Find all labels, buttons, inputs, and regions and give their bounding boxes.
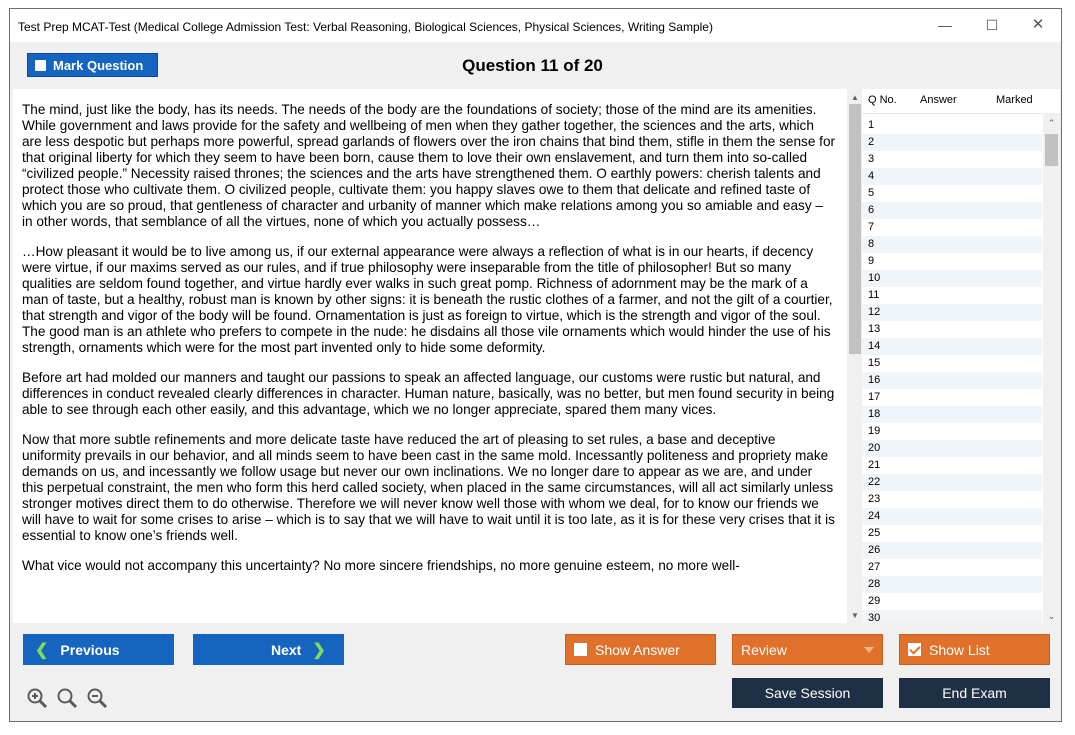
passage-paragraph: …How pleasant it would be to live among us, if our external appearance were always a reflection of what is in our hearts, if decency were virtue, if our maxims served as our rules, and if true philosophy were inseparable from the title of philosopher! But so many qualities are seldom found together, and virtue hardly ever walks in such great pomp. Richness of adornment may be the mark of a man of taste, but a healthy, robust man is known by other signs: it is beneath the rustic clothes of a farmer, and not the gilt of a courtier, that strength and vigor of the body will be found. Ornamentation is just as foreign to virtue, which is the strength and vigor of the soul. The good man is an athlete who prefers to compete in the nude: he disdains all those vile ornaments which would hinder the use of his strength, ornaments which were for the most part invented only to hide some deformity. — [22, 244, 833, 355]
save-session-button[interactable]: Save Session — [732, 678, 883, 708]
question-list-row[interactable]: 12 — [862, 304, 1042, 321]
question-list-row[interactable]: 17 — [868, 391, 881, 403]
question-list-row[interactable]: 25 — [868, 527, 881, 539]
mark-checkbox-icon — [35, 60, 46, 71]
title-bar — [10, 9, 1061, 42]
previous-button[interactable] — [23, 634, 174, 665]
show-list-button[interactable] — [899, 634, 1050, 665]
show-answer-checkbox-icon — [574, 643, 587, 656]
question-list-row[interactable]: 19 — [868, 425, 881, 437]
zoom-out-icon[interactable] — [86, 687, 108, 709]
scroll-up-icon[interactable]: ▲ — [851, 93, 859, 102]
list-scroll-down-icon[interactable]: ⌄ — [1047, 611, 1056, 621]
question-list-row[interactable]: 23 — [868, 493, 881, 505]
chevron-right-icon: ❯ — [312, 641, 326, 659]
review-label: Review — [741, 641, 787, 658]
question-list-row[interactable]: 2 — [862, 134, 1042, 151]
question-list-row[interactable]: 26 — [862, 542, 1042, 559]
header-qno: Q No. — [868, 94, 897, 106]
passage-panel — [13, 89, 861, 623]
review-dropdown[interactable] — [732, 634, 883, 665]
close-button[interactable]: ✕ — [1031, 16, 1045, 33]
chevron-left-icon: ❮ — [35, 641, 49, 659]
question-list-row[interactable]: 22 — [862, 474, 1042, 491]
question-list-row[interactable]: 3 — [868, 153, 875, 165]
passage-scrollbar[interactable] — [847, 89, 861, 623]
maximize-button[interactable]: ☐ — [985, 17, 999, 33]
question-list-row[interactable]: 28 — [862, 576, 1042, 593]
dropdown-caret-icon — [864, 647, 874, 653]
passage-scroll-thumb[interactable] — [849, 104, 861, 354]
passage-paragraph: Now that more subtle refinements and more delicate taste have reduced the art of pleasing to set rules, a base and deceptive uniformity prevails in our behavior, and all minds seem to have been cast in the same mold. Incessantly politeness and propriety make demands on us, and incessantly we follow usage but never our own inclinations. We no longer dare to appear as we are, and under this perpetual constraint, the men who form this herd called society, when placed in the same circumstances, will all act similarly unless stronger motives direct them to do otherwise. Therefore we will never know well those with whom we deal, for to know our friends we will have to wait for some crises to arise – which is to say that we will have to wait until it is too late, as it is for these very crises that it is essential to know one’s friends well. — [22, 432, 835, 543]
question-list-row[interactable]: 4 — [862, 168, 1042, 185]
show-list-label: Show List — [929, 641, 990, 658]
show-list-checkbox-icon — [908, 643, 921, 656]
end-exam-button[interactable]: End Exam — [899, 678, 1050, 708]
scroll-down-icon[interactable]: ▼ — [851, 611, 859, 620]
question-list-row[interactable]: 24 — [862, 508, 1042, 525]
window-title: Test Prep MCAT-Test (Medical College Admission Test: Verbal Reasoning, Biological Sciences, Physical Sciences, Writing Sample) — [18, 20, 713, 34]
show-answer-button[interactable] — [565, 634, 716, 665]
question-title: Question 11 of 20 — [462, 56, 603, 75]
question-list-row[interactable]: 8 — [862, 236, 1042, 253]
mark-question-button[interactable] — [27, 53, 158, 77]
zoom-in-icon[interactable] — [26, 687, 48, 709]
passage-paragraph: The mind, just like the body, has its needs. The needs of the body are the foundations of society; those of the mind are its amenities. While government and laws provide for the safety and wellbeing of men when they gather together, the sciences and the arts, which are less despotic but perhaps more powerful, spread garlands of flowers over the iron chains that bind them, stifle in them the sense for that original liberty for which they seem to have been born, cause them to love their own enslavement, and turn them into so-called “civilized people.” Necessity raised thrones; the sciences and the arts have strengthened them. O earthly powers: cherish talents and protect those who cultivate them. O civilized people, cultivate them: you happy slaves owe to them that delicate and refined taste of which you are so proud, that gentleness of character and urbanity of manner which make relations among you so amiable and easy – in other words, that semblance of all the virtues, none of which you actually possess… — [22, 102, 836, 229]
question-list-row[interactable]: 11 — [868, 289, 880, 301]
question-list-scrollbar[interactable] — [1043, 113, 1060, 623]
question-list-row[interactable]: 27 — [868, 561, 881, 573]
passage-paragraph: What vice would not accompany this uncertainty? No more sincere friendships, no more genuine esteem, no more well- — [22, 558, 740, 573]
question-list-rows — [862, 117, 1042, 623]
question-list-row[interactable]: 14 — [862, 338, 1042, 355]
minimize-button[interactable]: — — [938, 17, 952, 33]
question-list-row[interactable]: 29 — [868, 595, 881, 607]
passage-text — [22, 102, 837, 588]
show-answer-label: Show Answer — [595, 641, 680, 658]
list-scroll-thumb[interactable] — [1045, 134, 1058, 166]
next-button[interactable] — [193, 634, 344, 665]
question-list-header — [862, 89, 1060, 114]
question-list-row[interactable]: 6 — [862, 202, 1042, 219]
mark-question-label: Mark Question — [53, 57, 144, 73]
question-list-panel — [862, 89, 1060, 623]
question-list-row[interactable]: 5 — [868, 187, 875, 199]
header-marked: Marked — [996, 94, 1033, 106]
previous-label: Previous — [60, 641, 120, 658]
question-list-row[interactable]: 7 — [868, 221, 875, 233]
question-list-row[interactable]: 16 — [862, 372, 1042, 389]
header-answer: Answer — [920, 94, 957, 106]
question-list-row[interactable]: 10 — [862, 270, 1042, 287]
zoom-reset-icon[interactable] — [56, 687, 78, 709]
question-list-row[interactable]: 9 — [868, 255, 875, 267]
app-window — [9, 8, 1062, 722]
question-list-row[interactable]: 1 — [868, 119, 875, 131]
question-list-row[interactable]: 18 — [862, 406, 1042, 423]
question-list-row[interactable]: 13 — [868, 323, 881, 335]
question-list-row[interactable]: 15 — [868, 357, 881, 369]
question-list-row[interactable]: 20 — [862, 440, 1042, 457]
question-list-row[interactable]: 21 — [868, 459, 881, 471]
list-scroll-up-icon[interactable]: ⌃ — [1047, 118, 1056, 128]
next-label: Next — [271, 641, 302, 658]
question-list-row[interactable]: 30 — [862, 610, 1042, 623]
passage-paragraph: Before art had molded our manners and taught our passions to speak an affected language, our customs were rustic but natural, and differences in conduct revealed clearly differences in character. Human nature, basically, was no better, but men found security in being able to see through each other easily, and this advantage, which we no longer appreciate, spared them many vices. — [22, 370, 835, 417]
